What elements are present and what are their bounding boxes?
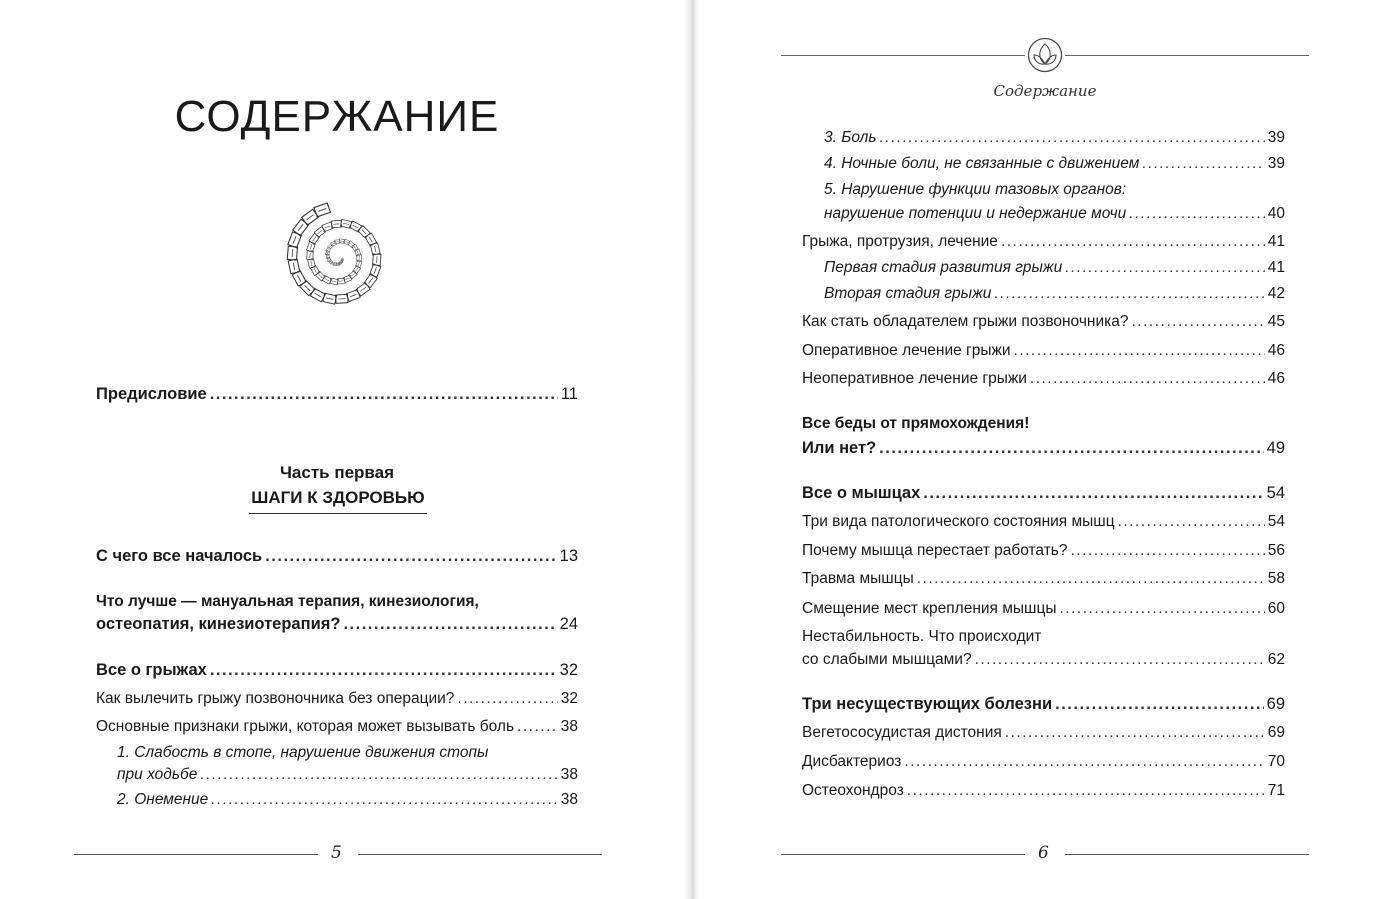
toc-entry-title: Как стать обладателем грыжи позвоночника?	[802, 313, 1129, 330]
toc-entry[interactable]	[117, 765, 578, 785]
leader-dots	[1001, 232, 1265, 252]
toc-entry[interactable]	[802, 312, 1285, 332]
toc-entry-page: 56	[1267, 542, 1285, 559]
spiral-glyph	[314, 227, 325, 238]
toc-entry-page: 69	[1267, 724, 1285, 741]
toc-entry-title: Вегетососудистая дистония	[802, 724, 1002, 741]
running-head: Содержание	[993, 82, 1097, 100]
spiral-glyph	[287, 246, 297, 260]
toc-entry-title: Неоперативное лечение грыжи	[802, 370, 1027, 387]
spiral-glyph	[358, 226, 370, 238]
leader-dots	[457, 689, 557, 709]
toc-entry-page: 39	[1267, 155, 1285, 172]
toc-entry-title-line1: 1. Слабость в стопе, нарушение движения стопы	[117, 744, 489, 761]
toc-entry-title: Или нет?	[802, 439, 877, 457]
toc-entry-title: Остеохондроз	[802, 782, 904, 799]
toc-entry-page: 54	[1266, 484, 1285, 502]
spiral-glyph	[346, 290, 360, 302]
part-name: ШАГИ К ЗДОРОВЬЮ	[249, 488, 427, 514]
toc-entry[interactable]	[824, 258, 1285, 278]
toc-entry[interactable]	[802, 781, 1285, 801]
leader-dots	[923, 483, 1263, 503]
toc-entry-page: 58	[1267, 570, 1285, 587]
spiral-glyph	[370, 264, 381, 277]
leader-dots	[904, 752, 1264, 772]
spiral-glyph	[306, 242, 315, 253]
spiral-glyph	[300, 281, 315, 296]
header-rule	[1065, 55, 1309, 56]
spiral-glyph	[316, 271, 326, 281]
leader-dots	[200, 765, 557, 785]
toc-entry-title: Три несуществующих болезни	[802, 695, 1053, 713]
toc-entry-page: 41	[1267, 233, 1285, 250]
footer-rule	[1065, 854, 1309, 855]
toc-entry-page: 32	[559, 661, 578, 679]
toc-entry[interactable]	[802, 541, 1285, 561]
spiral-glyph	[288, 232, 302, 248]
book-gutter	[684, 0, 700, 899]
spiral-glyph	[309, 233, 320, 244]
leader-dots	[1142, 154, 1264, 174]
toc-entry-page: 38	[560, 718, 578, 735]
toc-entry-title-line1: 5. Нарушение функции тазовых органов:	[824, 181, 1127, 198]
toc-entry-page: 38	[560, 791, 578, 808]
toc-entry[interactable]	[802, 723, 1285, 743]
toc-entry-page: 45	[1267, 313, 1285, 330]
toc-entry-page: 24	[559, 615, 578, 633]
toc-entry[interactable]	[802, 650, 1285, 670]
spiral-glyph	[349, 271, 358, 279]
leader-dots	[975, 650, 1265, 670]
toc-entry[interactable]	[802, 438, 1285, 458]
toc-entry-title: Все о грыжах	[96, 661, 207, 679]
toc-entry-preface[interactable]	[96, 384, 578, 404]
page-number: 6	[1038, 843, 1049, 863]
spiral-glyph	[336, 263, 340, 266]
toc-entry-title: остеопатия, кинезиотерапия?	[96, 615, 341, 633]
footer-rule	[74, 854, 318, 855]
toc-entry-page: 46	[1267, 370, 1285, 387]
toc-entry-title: 4. Ночные боли, не связанные с движением	[824, 155, 1140, 172]
leader-dots	[343, 614, 556, 634]
toc-entry[interactable]	[824, 128, 1285, 148]
toc-entry[interactable]	[96, 717, 578, 737]
toc-entry-title: Почему мышца перестает работать?	[802, 542, 1068, 559]
toc-entry[interactable]	[802, 694, 1285, 714]
toc-entry-page: 70	[1267, 753, 1285, 770]
leader-dots	[1005, 723, 1265, 743]
part-label: Часть первая	[279, 463, 395, 482]
toc-entry[interactable]	[802, 752, 1285, 772]
toc-entry-title: Смещение мест крепления мышцы	[802, 600, 1057, 617]
toc-entry-page: 13	[559, 547, 578, 565]
toc-entry-page: 39	[1267, 129, 1285, 146]
leader-dots	[1055, 694, 1264, 714]
toc-entry[interactable]	[802, 341, 1285, 361]
toc-entry-page: 71	[1267, 782, 1285, 799]
toc-entry[interactable]	[802, 232, 1285, 252]
toc-entry[interactable]	[96, 689, 578, 709]
toc-entry-title: нарушение потенции и недержание мочи	[824, 205, 1127, 222]
toc-entry[interactable]	[802, 569, 1285, 589]
leader-dots	[1060, 599, 1265, 619]
spiral-glyph	[314, 203, 330, 217]
toc-entry[interactable]	[824, 204, 1285, 224]
toc-entry-title: со слабыми мышцами?	[802, 651, 972, 668]
footer-rule	[781, 854, 1025, 855]
spiral-glyph	[356, 283, 370, 296]
toc-entry[interactable]	[802, 512, 1285, 532]
toc-entry-page: 40	[1267, 205, 1285, 222]
leader-dots	[1118, 512, 1265, 532]
leader-dots	[211, 790, 557, 810]
leader-dots	[1014, 341, 1265, 361]
leader-dots	[1065, 258, 1265, 278]
toc-entry-title: 3. Боль	[824, 129, 877, 146]
leader-dots	[879, 438, 1263, 458]
leader-dots	[265, 546, 556, 566]
toc-entry-title: Как вылечить грыжу позвоночника без операции?	[96, 690, 455, 707]
leader-dots	[1129, 204, 1264, 224]
toc-entry-page: 54	[1267, 513, 1285, 530]
toc-entry[interactable]	[117, 790, 578, 810]
spiral-glyph	[328, 243, 334, 249]
toc-entry-page: 41	[1267, 259, 1285, 276]
toc-entry-page: 38	[560, 766, 578, 783]
header-rule	[781, 55, 1025, 56]
spiral-glyph	[336, 294, 348, 303]
toc-entry-title: Предисловие	[96, 385, 207, 403]
page-number: 5	[331, 843, 342, 863]
toc-title: СОДЕРЖАНИЕ	[174, 92, 500, 141]
toc-entry-title: С чего все началось	[96, 547, 263, 565]
toc-entry[interactable]	[96, 660, 578, 680]
lotus-logo-icon	[1027, 37, 1063, 73]
toc-entry-title: Все о мышцах	[802, 484, 921, 502]
toc-entry-page: 42	[1267, 285, 1285, 302]
toc-entry-title-line1: Нестабильность. Что происходит	[802, 628, 1042, 645]
toc-entry-page: 11	[560, 385, 578, 403]
toc-entry-title: Вторая стадия грыжи	[824, 285, 992, 302]
toc-entry-page: 49	[1266, 439, 1285, 457]
toc-entry[interactable]	[824, 154, 1285, 174]
toc-entry[interactable]	[802, 369, 1285, 389]
leader-dots	[907, 781, 1265, 801]
toc-entry-title: Первая стадия развития грыжи	[824, 259, 1063, 276]
toc-entry-title: при ходьбе	[117, 766, 198, 783]
toc-entry-page: 32	[560, 690, 578, 707]
leader-dots	[1132, 312, 1265, 332]
leader-dots	[210, 660, 557, 680]
toc-entry-title: Дисбактериоз	[802, 753, 902, 770]
toc-entry-title: Основные признаки грыжи, которая может вызывать боль	[96, 718, 515, 735]
toc-entry-page: 69	[1266, 695, 1285, 713]
toc-entry[interactable]	[96, 546, 578, 566]
toc-entry[interactable]	[802, 483, 1285, 503]
spiral-ornament-icon	[282, 200, 396, 314]
toc-entry-title: 2. Онемение	[117, 791, 209, 808]
toc-entry-page: 46	[1267, 342, 1285, 359]
toc-entry-page: 60	[1267, 600, 1285, 617]
leader-dots	[994, 284, 1264, 304]
leader-dots	[917, 569, 1265, 589]
toc-entry-title: Оперативное лечение грыжи	[802, 342, 1011, 359]
spiral-glyph	[364, 274, 377, 288]
toc-entry-page: 62	[1267, 651, 1285, 668]
toc-entry-title: Три вида патологического состояния мышц	[802, 513, 1115, 530]
leader-dots	[210, 384, 558, 404]
toc-entry-title: Травма мышцы	[802, 570, 914, 587]
toc-entry-title: Грыжа, протрузия, лечение	[802, 233, 998, 250]
toc-entry-title-line1: Что лучше — мануальная терапия, кинезиология,	[96, 593, 479, 610]
toc-entry[interactable]	[96, 614, 578, 634]
leader-dots	[880, 128, 1265, 148]
footer-rule	[358, 854, 602, 855]
leader-dots	[1030, 369, 1265, 389]
leader-dots	[517, 717, 558, 737]
leader-dots	[1071, 541, 1265, 561]
toc-entry[interactable]	[802, 599, 1285, 619]
toc-entry-title-line1: Все беды от прямохождения!	[802, 415, 1030, 432]
toc-entry[interactable]	[824, 284, 1285, 304]
